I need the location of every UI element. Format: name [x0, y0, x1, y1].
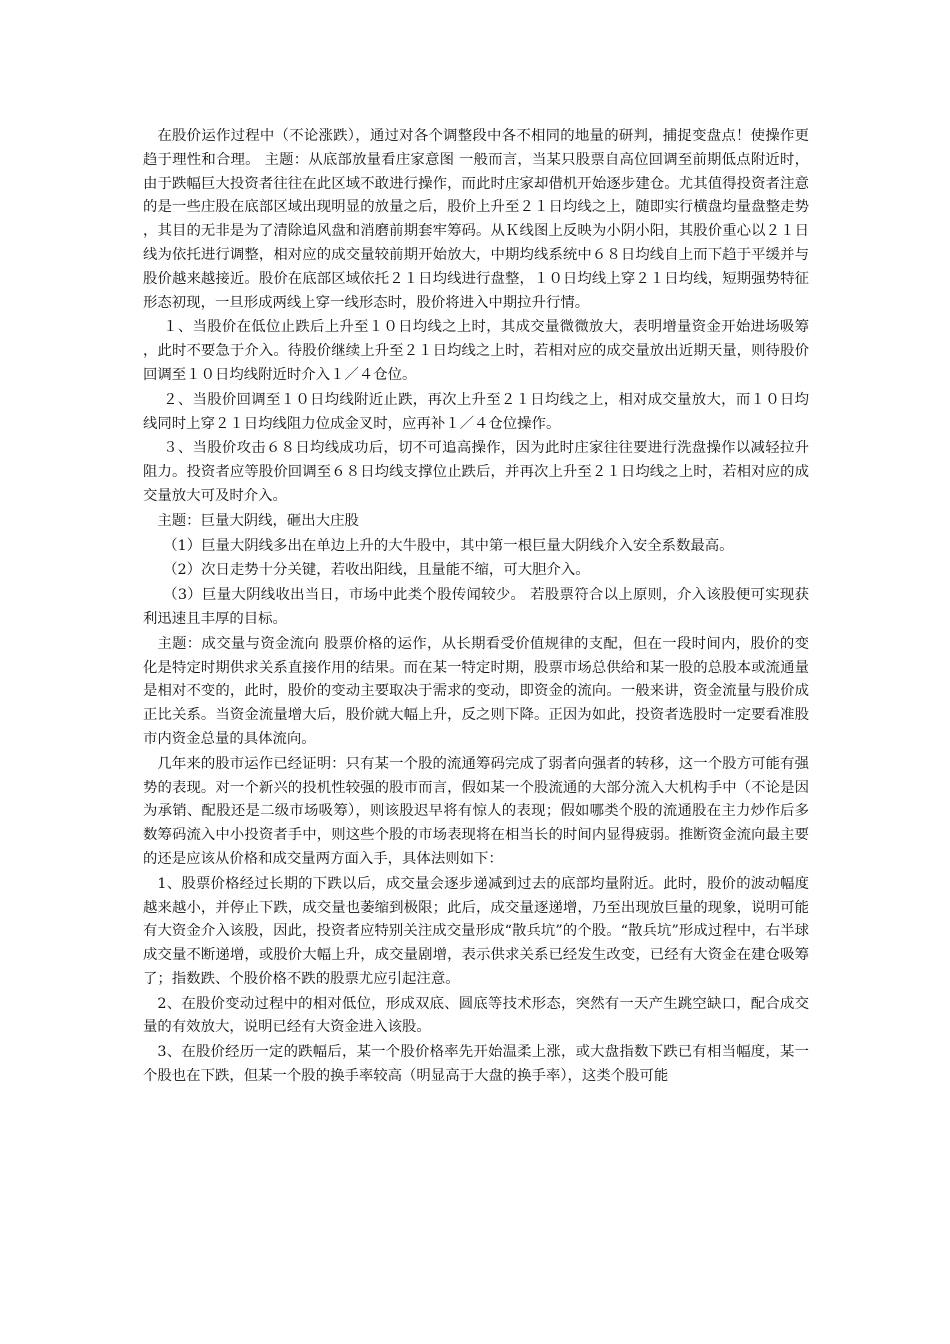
paragraph-method-3: 3、在股价经历一定的跌幅后，某一个股价格率先开始温柔上涨，或大盘指数下跌已有相当幅度，某一个股也在下跌，但某一个股的换手率较高（明显高于大盘的换手率），这类个股可能: [143, 1044, 809, 1085]
paragraph-rule-1: （1）巨量大阴线多出在单边上升的大牛股中，其中第一根巨量大阴线介入安全系数最高。: [163, 537, 734, 554]
paragraph-point-1: １、当股价在低位止跌后上升至１０日均线之上时，其成交量微微放大，表明增量资金开始进场吸筹，此时不要急于介入。待股价继续上升至２１日均线之上时，若相对应的成交量放出近期天量，则待股价回调至１０日均线附近时介入１／４仓位。: [143, 319, 809, 383]
document-body: [143, 125, 809, 1090]
paragraph-rule-2: （2）次日走势十分关键，若收出阳线，且量能不缩，可大胆介入。: [163, 562, 590, 579]
paragraph-method-2: 2、在股价变动过程中的相对低位，形成双底、圆底等技术形态，突然有一天产生跳空缺口，配合成交量的有效放大，说明已经有大资金进入该股。: [143, 995, 809, 1036]
section-heading-big-bearish-candle: 主题：巨量大阴线，砸出大庄股: [157, 512, 359, 529]
paragraph-point-2: ２、当股价回调至１０日均线附近止跌，再次上升至２１日均线之上，相对成交量放大，而１０日均线同时上穿２１日均线阻力位成金叉时，应再补１／４仓位操作。: [143, 391, 809, 432]
paragraph-point-3: ３、当股价攻击６８日均线成功后，切不可追高操作，因为此时庄家往往要进行洗盘操作以减轻拉升阻力。投资者应等股价回调至６８日均线支撑位止跌后，并再次上升至２１日均线之上时，若相对应的成交量放大可及时介入。: [143, 440, 809, 504]
paragraph-market-history: 几年来的股市运作已经证明：只有某一个股的流通筹码完成了弱者向强者的转移，这一个股方可能有强势的表现。对一个新兴的投机性较强的股市而言，假如某一个股流通的大部分流入大机构手中（不论是因为承销、配股还是二级市场吸筹），则该股迟早将有惊人的表现；假如哪类个股的流通股在主力炒作后多数筹码流入中小投资者手中，则这些个股的市场表现将在相当长的时间内显得疲弱。推断资金流向最主要的还是应该从价格和成交量两方面入手，具体法则如下：: [143, 755, 809, 867]
paragraph-intro: 在股价运作过程中（不论涨跌），通过对各个调整段中各不相同的地量的研判，捕捉变盘点！使操作更趋于理性和合理。 主题：从底部放量看庄家意图 一般而言，当某只股票自高位回调至前期低点附近时，由于跌幅巨大投资者往往在此区域不敢进行操作，而此时庄家却借机开始逐步建仓。尤其值得投资者注意的是一些庄股在底部区域出现明显的放量之后，股价上升至２１日均线之上，随即实行横盘均量盘整走势，其目的无非是为了清除追风盘和消磨前期套牢筹码。从Ｋ线图上反映为小阴小阳，其股价重心以２１日线为依托进行调整，相对应的成交量较前期开始放大，中期均线系统中６８日均线自上而下趋于平缓并与股价越来越接近。股价在底部区域依托２１日均线进行盘整，１０日均线上穿２１日均线，短期强势特征形态初现，一旦形成两线上穿一线形态时，股价将进入中期拉升行情。: [143, 128, 809, 311]
paragraph-volume-capital-flow: 主题：成交量与资金流向 股票价格的运作，从长期看受价值规律的支配，但在一段时间内，股价的变化是特定时期供求关系直接作用的结果。而在某一特定时期，股票市场总供给和某一股的总股本或流通量是相对不变的，此时，股价的变动主要取决于需求的变动，即资金的流向。一般来讲，资金流量与股价成正比关系。当资金流量增大后，股价就大幅上升，反之则下降。正因为如此，投资者选股时一定要看准股市内资金总量的具体流向。: [143, 635, 809, 747]
paragraph-method-1: 1、股票价格经过长期的下跌以后，成交量会逐步递减到过去的底部均量附近。此时，股价的波动幅度越来越小，并停止下跌，成交量也萎缩到极限；此后，成交量逐递增，乃至出现放巨量的现象，说明可能有大资金介入该股，因此，投资者应特别关注成交量形成“散兵坑”的个股。“散兵坑”形成过程中，右半球成交量不断递增，或股价大幅上升，成交量剧增，表示供求关系已经发生改变，已经有大资金在建仓吸筹了；指数跌、个股价格不跌的股票尤应引起注意。: [143, 875, 809, 987]
paragraph-rule-3: （3）巨量大阴线收出当日，市场中此类个股传闻较少。 若股票符合以上原则，介入该股便可实现获利迅速且丰厚的目标。: [143, 587, 809, 627]
